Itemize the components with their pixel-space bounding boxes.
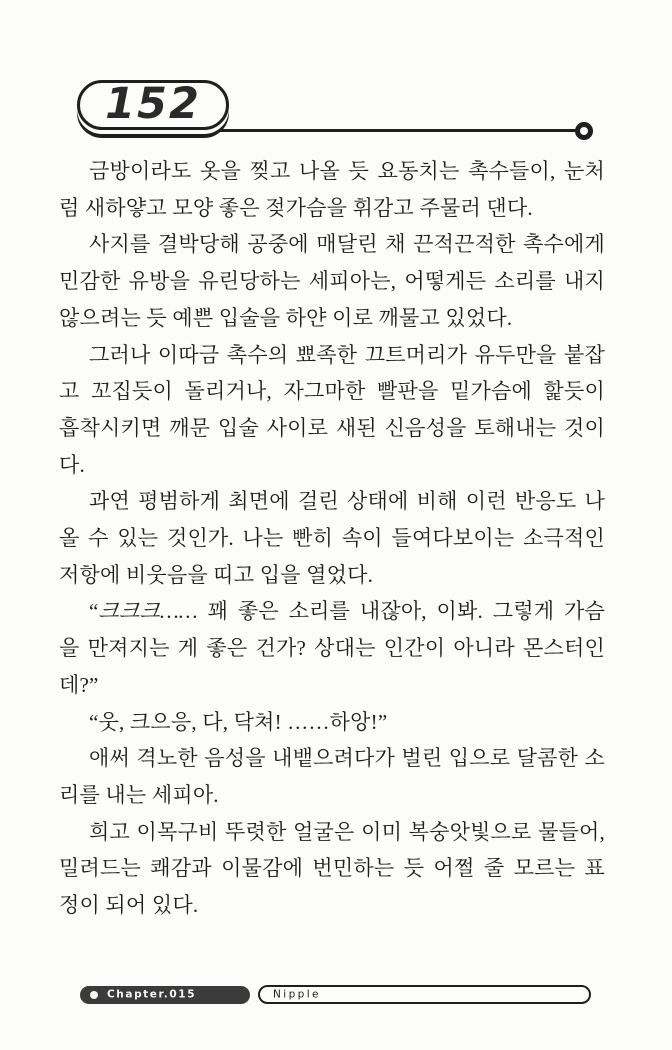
chapter-pill [80,986,250,1004]
section-pill [258,985,591,1004]
text-line: 고 꼬집듯이 돌리거나, 자그마한 빨판을 밑가슴에 핥듯이 [59,379,605,404]
chapter-label: Chapter.015 [107,988,197,1001]
body-text [59,153,605,924]
bullet-icon [90,991,98,999]
text-line: 희고 이목구비 뚜렷한 얼굴은 이미 복숭앗빛으로 물들어, [89,819,605,844]
text-line: 정이 되어 있다. [59,893,199,918]
text-line: 다. [59,452,85,477]
text-line: 리를 내는 세피아. [59,782,219,807]
text-line: 흡착시키면 깨문 입술 사이로 새된 신음성을 토해내는 것이 [59,415,605,440]
page-number: 152 [105,79,201,129]
text-line: 럼 새하얗고 모양 좋은 젖가슴을 휘감고 주물러 댄다. [59,195,533,220]
text-line: 올 수 있는 것인가. 나는 빤히 속이 들여다보이는 소극적인 [59,526,605,551]
page-number-badge [77,80,229,130]
text-line: 사지를 결박당해 공중에 매달린 채 끈적끈적한 촉수에게 [89,232,605,257]
text-line: 애써 격노한 음성을 내뱉으려다가 벌린 입으로 달콤한 소 [89,746,605,771]
text-line: 그러나 이따금 촉수의 뾰족한 끄트머리가 유두만을 붙잡 [89,342,605,367]
text-line: 금방이라도 옷을 찢고 나올 듯 요동치는 촉수들이, 눈처 [89,159,605,183]
text-line: “크크크…… 꽤 좋은 소리를 내잖아, 이봐. 그렇게 가슴 [89,599,605,624]
text-line: 밀려드는 쾌감과 이물감에 번민하는 듯 어쩔 줄 모르는 표 [59,856,605,881]
header-ring-icon [575,122,593,140]
header-rule-line [150,129,578,132]
text-line: “웃, 크으응, 다, 닥쳐! ……하앙!” [89,709,388,734]
text-line: 민감한 유방을 유린당하는 세피아는, 어떻게든 소리를 내지 [59,269,605,294]
text-line: 데?” [59,672,99,697]
section-label: Nipple [273,988,321,1000]
text-line: 않으려는 듯 예쁜 입술을 하얀 이로 깨물고 있었다. [59,305,513,330]
text-line: 과연 평범하게 최면에 걸린 상태에 비해 이런 반응도 나 [89,489,605,514]
text-line: 을 만져지는 게 좋은 건가? 상대는 인간이 아니라 몬스터인 [59,636,605,661]
text-line: 저항에 비웃음을 띠고 입을 열었다. [59,562,374,587]
